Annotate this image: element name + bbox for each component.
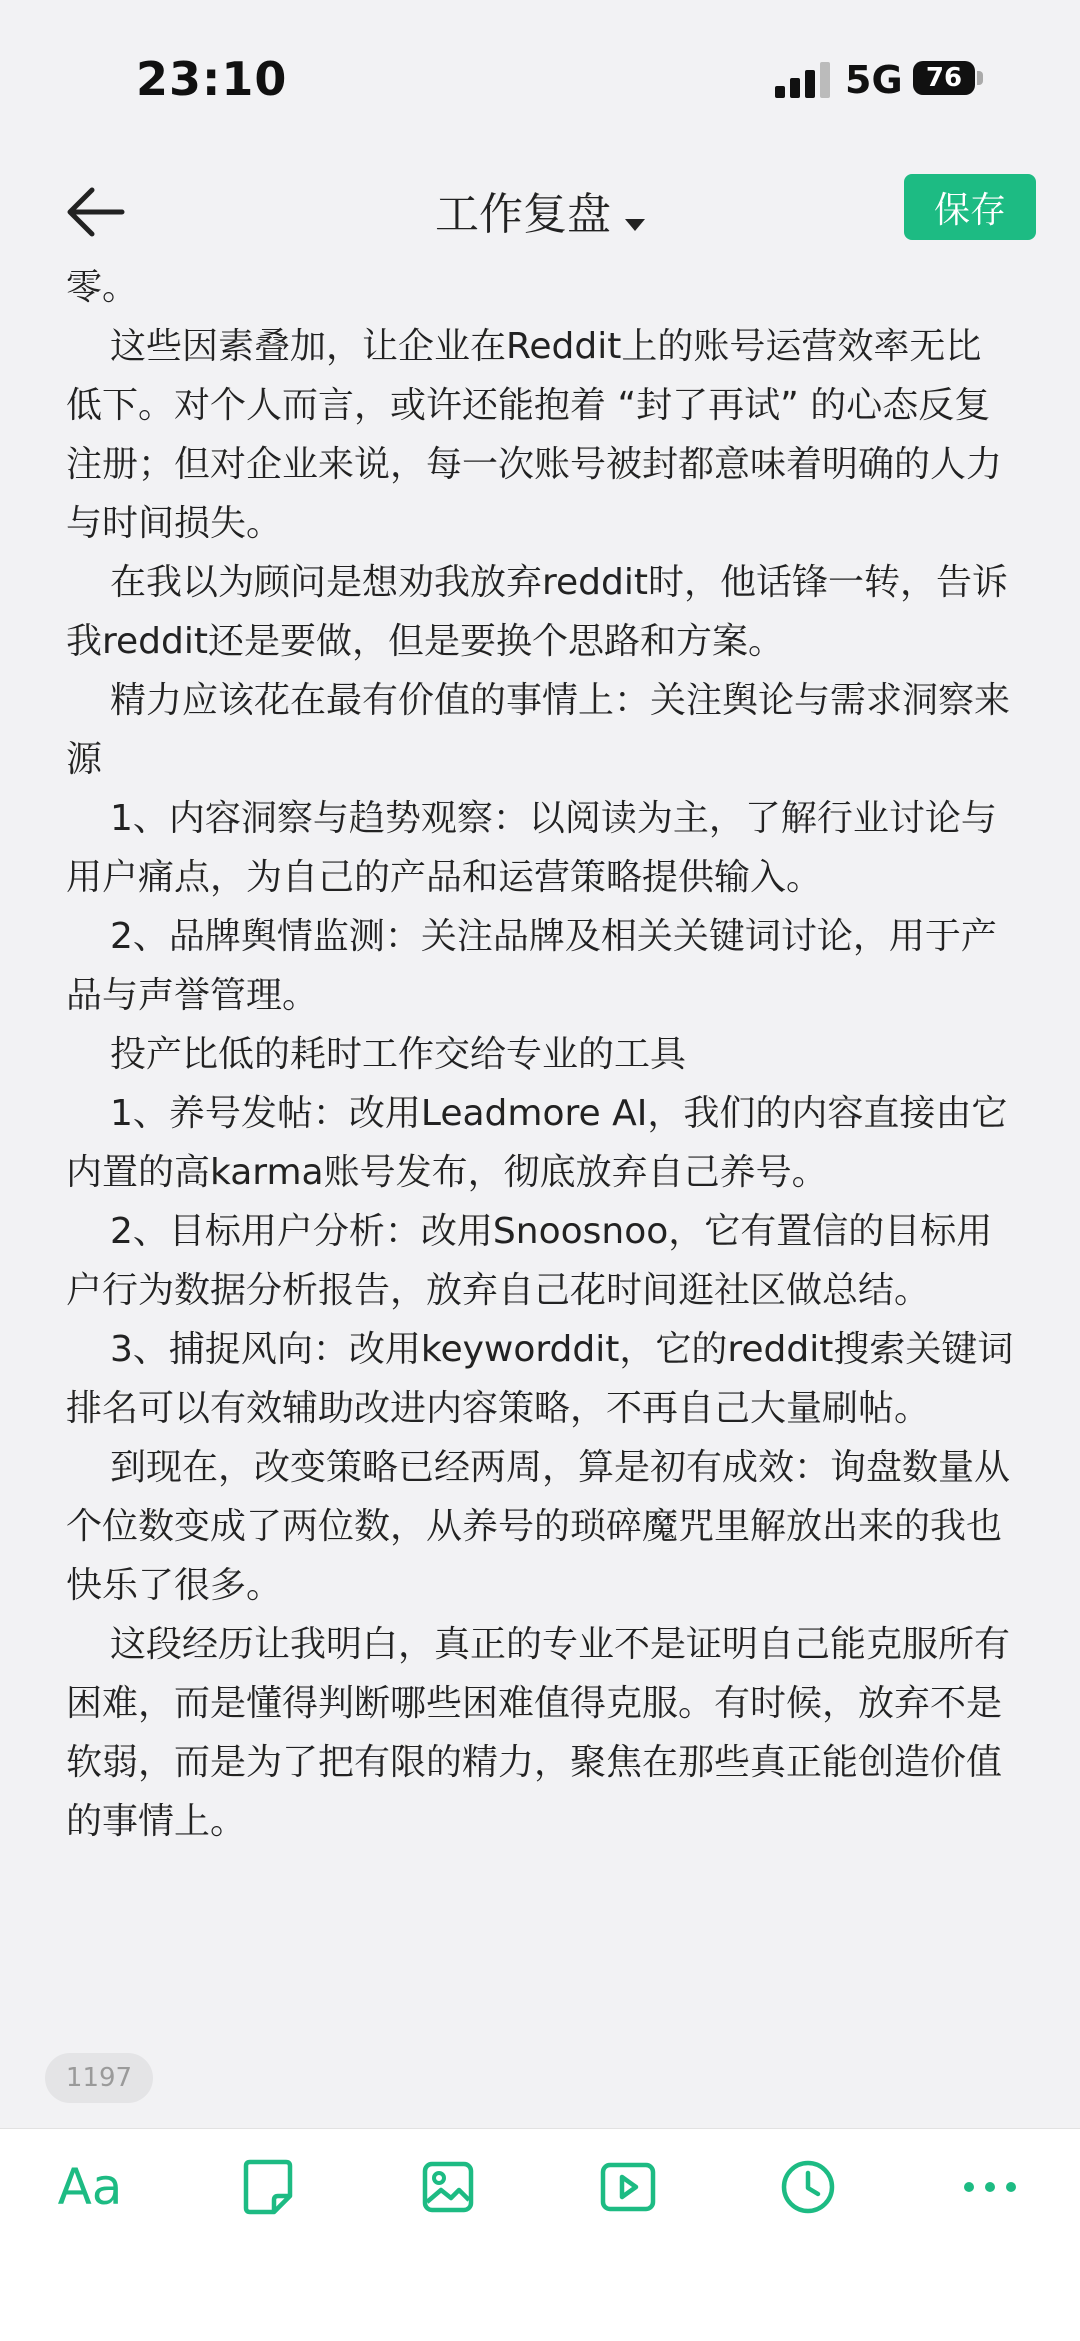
paragraph: 精力应该花在最有价值的事情上：关注舆论与需求洞察来源 xyxy=(66,680,1011,780)
paragraph: 到现在，改变策略已经两周，算是初有成效：询盘数量从个位数变成了两位数，从养号的琐碎魔咒里解放出来的我也快乐了很多。 xyxy=(66,1447,1011,1606)
font-format-button[interactable] xyxy=(50,2155,130,2219)
status-time: 23:10 xyxy=(136,52,288,106)
paragraph: 1、养号发帖：改用Leadmore AI，我们的内容直接由它内置的高karma账号发布，彻底放弃自己养号。 xyxy=(66,1093,1008,1193)
caret-down-icon xyxy=(625,219,645,231)
video-button[interactable] xyxy=(588,2155,668,2219)
editor-header xyxy=(0,160,1080,260)
paragraph: 零。 xyxy=(66,267,139,308)
save-button[interactable]: 保存 xyxy=(904,174,1036,240)
video-icon xyxy=(599,2161,657,2213)
network-type: 5G xyxy=(845,58,903,102)
note-button[interactable] xyxy=(228,2155,308,2219)
more-icon xyxy=(962,2180,1018,2194)
paragraph: 2、目标用户分析：改用Snoosnoo，它有置信的目标用户行为数据分析报告，放弃自己花时间逛社区做总结。 xyxy=(66,1211,993,1311)
paragraph: 在我以为顾问是想劝我放弃reddit时，他话锋一转，告诉我reddit还是要做，但是要换个思路和方案。 xyxy=(66,562,1008,662)
more-button[interactable] xyxy=(950,2155,1030,2219)
paragraph: 1、内容洞察与趋势观察：以阅读为主，了解行业讨论与用户痛点，为自己的产品和运营策略提供输入。 xyxy=(66,798,997,898)
image-icon xyxy=(421,2160,475,2214)
paragraph: 3、捕捉风向：改用keyworddit，它的reddit搜索关键词排名可以有效辅助改进内容策略，不再自己大量刷帖。 xyxy=(66,1329,1014,1429)
editor-toolbar xyxy=(0,2128,1080,2248)
page-title: 工作复盘 xyxy=(435,189,611,240)
font-format-icon: Aa xyxy=(57,2158,123,2216)
reminder-button[interactable] xyxy=(768,2155,848,2219)
paragraph: 2、品牌舆情监测：关注品牌及相关关键词讨论，用于产品与声誉管理。 xyxy=(66,916,997,1016)
word-count-badge: 1197 xyxy=(45,2053,153,2103)
battery-icon: 76 xyxy=(913,61,975,95)
note-icon xyxy=(242,2158,294,2216)
signal-icon xyxy=(775,62,831,98)
note-body[interactable] xyxy=(66,258,1016,1851)
clock-icon xyxy=(779,2158,837,2216)
paragraph: 投产比低的耗时工作交给专业的工具 xyxy=(110,1034,687,1075)
paragraph: 这段经历让我明白，真正的专业不是证明自己能克服所有困难，而是懂得判断哪些困难值得克服。有时候，放弃不是软弱，而是为了把有限的精力，聚焦在那些真正能创造价值的事情上。 xyxy=(66,1624,1011,1842)
paragraph: 这些因素叠加，让企业在Reddit上的账号运营效率无比低下。对个人而言，或许还能抱着 “封了再试” 的心态反复注册；但对企业来说，每一次账号被封都意味着明确的人力与时间损失。 xyxy=(66,326,1003,544)
image-button[interactable] xyxy=(408,2155,488,2219)
status-bar xyxy=(0,0,1080,160)
home-indicator-area xyxy=(0,2247,1080,2341)
battery-cap xyxy=(977,71,983,85)
